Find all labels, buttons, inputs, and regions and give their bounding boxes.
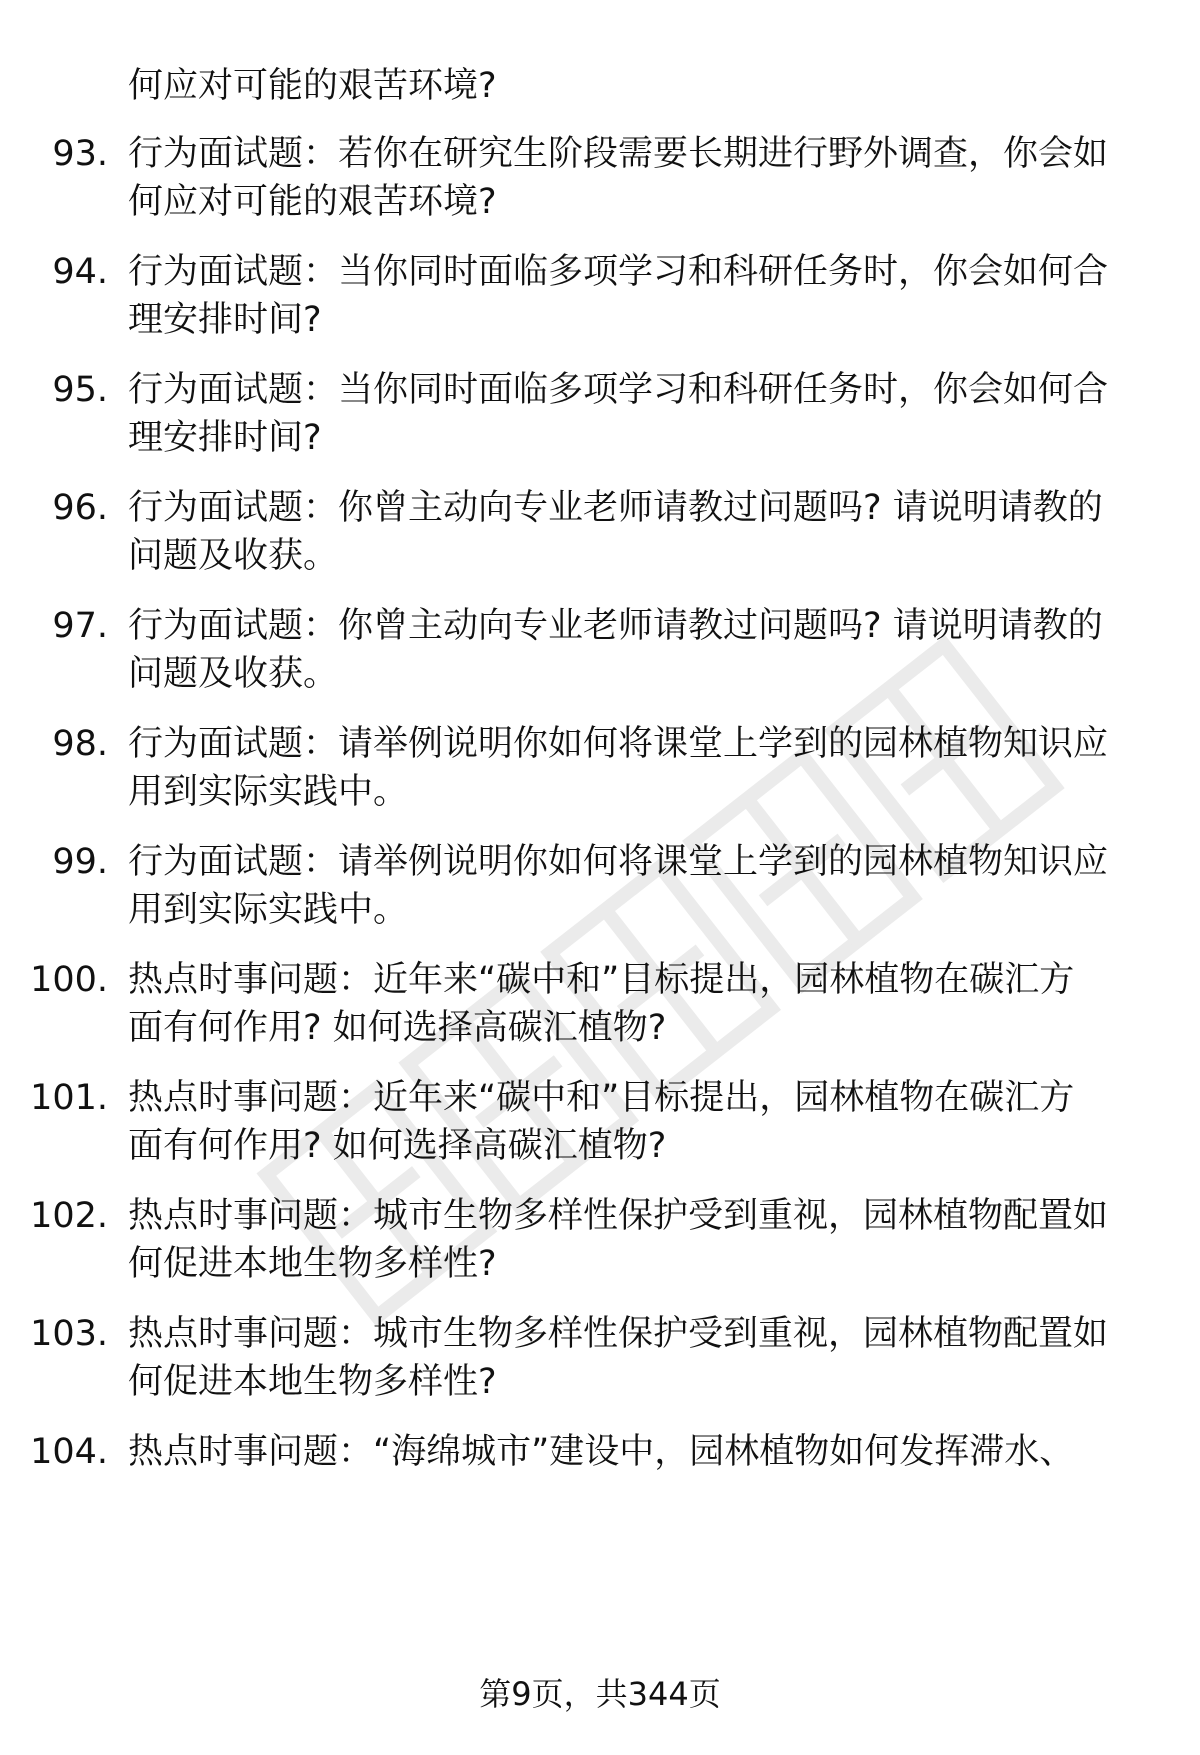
item-text-line: 用到实际实践中。 [128, 772, 409, 812]
item-text-line: 热点时事问题：城市生物多样性保护受到重视，园林植物配置如 [128, 1196, 1109, 1236]
item-text-line: 面有何作用? 如何选择高碳汇植物? [128, 1126, 667, 1166]
item-text-line: 行为面试题：你曾主动向专业老师请教过问题吗? 请说明请教的 [128, 488, 1103, 528]
item-text-line: 热点时事问题：近年来“碳中和”目标提出，园林植物在碳汇方 [128, 960, 1075, 1000]
item-text-line: 何应对可能的艰苦环境? [128, 182, 497, 222]
item-number: 95. [52, 370, 108, 410]
item-text [128, 720, 1138, 816]
item-number: 97. [52, 606, 108, 646]
item-text-line: 热点时事问题：城市生物多样性保护受到重视，园林植物配置如 [128, 1314, 1109, 1354]
item-number: 98. [52, 724, 108, 764]
item-text [128, 1192, 1138, 1288]
item-text [128, 130, 1138, 226]
item-text [128, 1074, 1138, 1170]
item-text [128, 602, 1138, 698]
item-text [128, 484, 1138, 580]
item-text-line: 用到实际实践中。 [128, 890, 409, 930]
item-text-line: 行为面试题：请举例说明你如何将课堂上学到的园林植物知识应 [128, 724, 1109, 764]
item-text-line: 行为面试题：若你在研究生阶段需要长期进行野外调查，你会如 [128, 134, 1109, 174]
continuation-line: 何应对可能的艰苦环境? [128, 66, 497, 106]
item-text [128, 1310, 1138, 1406]
item-text-line: 面有何作用? 如何选择高碳汇植物? [128, 1008, 667, 1048]
item-text [128, 956, 1138, 1052]
page-footer: 第9页，共344页 [479, 1675, 721, 1713]
item-text-line: 热点时事问题：“海绵城市”建设中，园林植物如何发挥滞水、 [128, 1432, 1075, 1472]
item-text-line: 何促进本地生物多样性? [128, 1244, 497, 1284]
item-number: 94. [52, 252, 108, 292]
item-number: 101. [30, 1078, 108, 1118]
item-text-line: 行为面试题：你曾主动向专业老师请教过问题吗? 请说明请教的 [128, 606, 1103, 646]
item-text [128, 248, 1138, 344]
item-number: 99. [52, 842, 108, 882]
item-text-line: 理安排时间? [128, 418, 322, 458]
item-number: 93. [52, 134, 108, 174]
item-text-line: 问题及收获。 [128, 536, 339, 576]
item-text-line: 行为面试题：请举例说明你如何将课堂上学到的园林植物知识应 [128, 842, 1109, 882]
item-text [128, 366, 1138, 462]
item-number: 104. [30, 1432, 108, 1472]
item-text-line: 行为面试题：当你同时面临多项学习和科研任务时，你会如何合 [128, 370, 1109, 410]
item-number: 102. [30, 1196, 108, 1236]
item-text-line: 行为面试题：当你同时面临多项学习和科研任务时，你会如何合 [128, 252, 1109, 292]
item-text [128, 838, 1138, 934]
item-text-line: 理安排时间? [128, 300, 322, 340]
item-text-line: 热点时事问题：近年来“碳中和”目标提出，园林植物在碳汇方 [128, 1078, 1075, 1118]
item-text-line: 何促进本地生物多样性? [128, 1362, 497, 1402]
item-number: 103. [30, 1314, 108, 1354]
item-number: 96. [52, 488, 108, 528]
item-text-line: 问题及收获。 [128, 654, 339, 694]
item-number: 100. [30, 960, 108, 1000]
item-text [128, 1428, 1138, 1476]
